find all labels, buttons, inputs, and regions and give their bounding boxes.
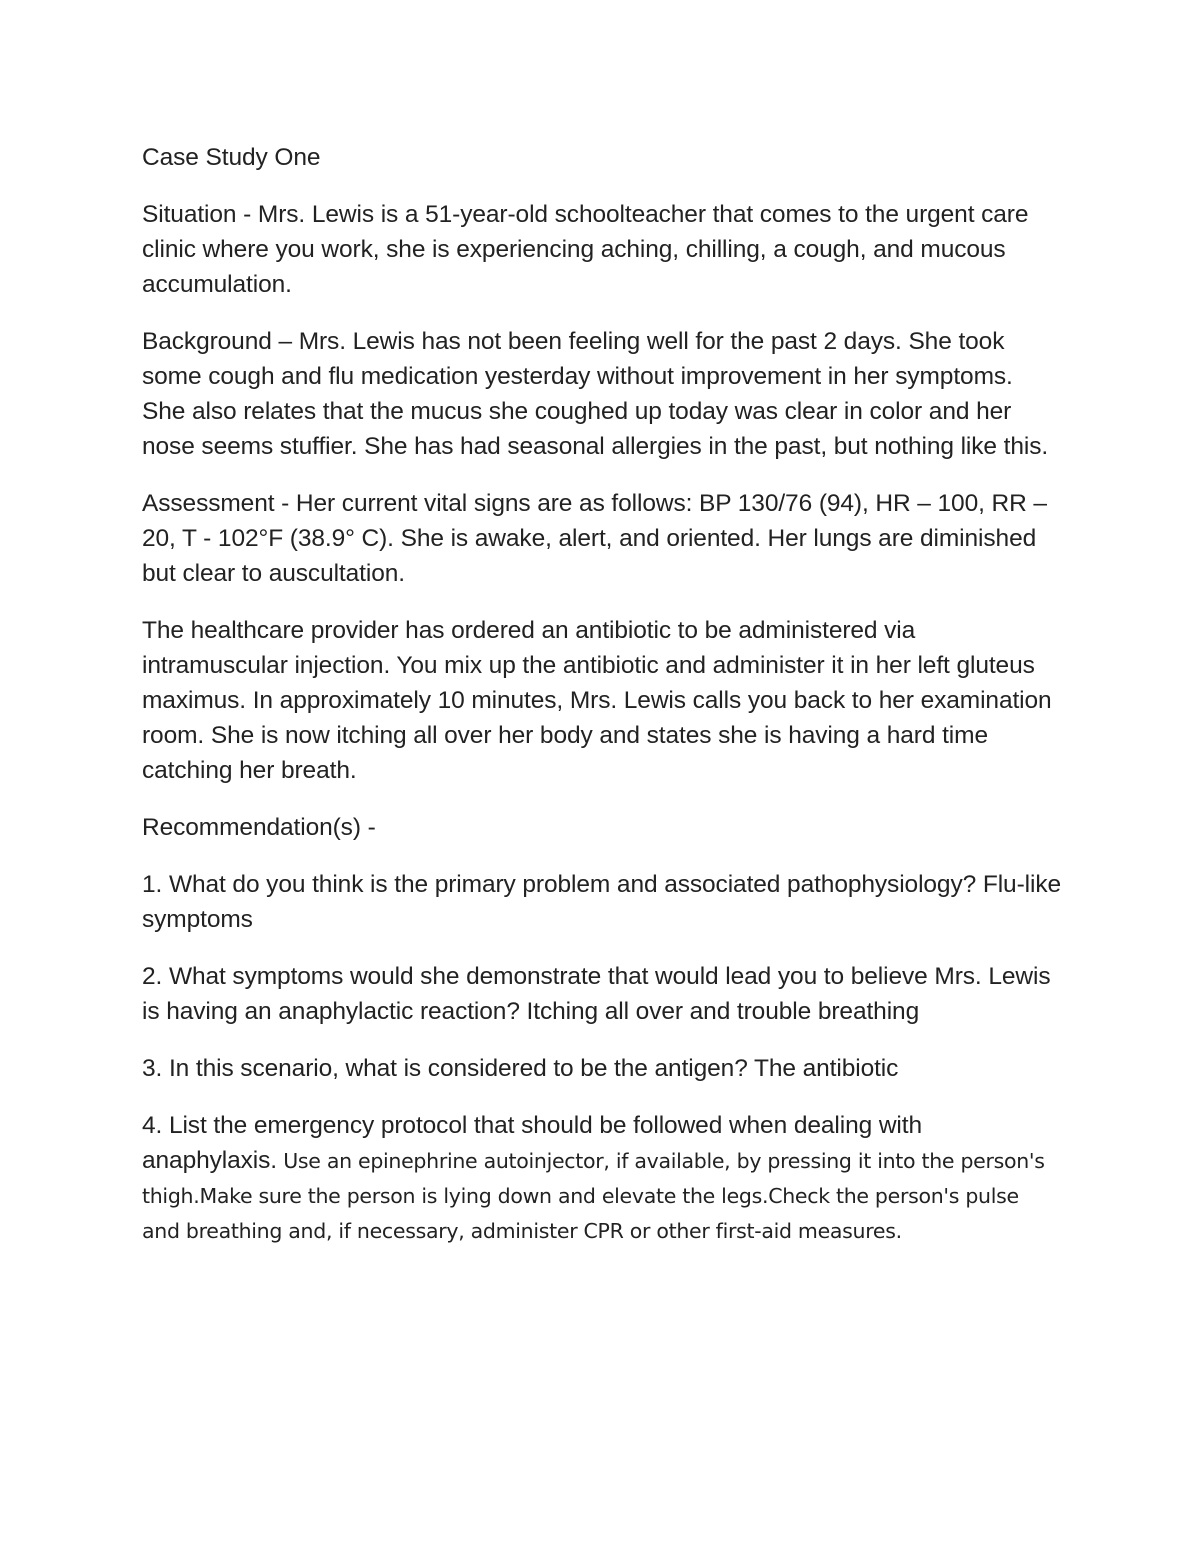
question-4-answer: Use an epinephrine autoinjector, if available, by pressing it into the person's thigh.Make sure the person is lying down and elevate the legs.Check the person's pulse and breathing and, if necessary, administer CPR or other first-aid measures. [142, 1149, 1045, 1243]
background-paragraph: Background – Mrs. Lewis has not been feeling well for the past 2 days. She took some cough and flu medication yesterday without improvement in her symptoms. She also relates that the mucus she coughed up today was clear in color and her nose seems stuffier. She has had seasonal allergies in the past, but nothing like this. [142, 328, 1049, 460]
situation-paragraph: Situation - Mrs. Lewis is a 51-year-old schoolteacher that comes to the urgent care clinic where you work, she is experiencing aching, chilling, a cough, and mucous accumulation. [142, 201, 1029, 298]
question-1: 1. What do you think is the primary problem and associated pathophysiology? Flu-like symptoms [142, 871, 1061, 933]
document-title: Case Study One [142, 144, 321, 171]
question-3: 3. In this scenario, what is considered to be the antigen? The antibiotic [142, 1055, 899, 1082]
recommendations-heading: Recommendation(s) - [142, 814, 376, 841]
question-4-text: 4. List the emergency protocol that should be followed when dealing with anaphylaxis. [142, 1112, 923, 1174]
narrative-paragraph: The healthcare provider has ordered an antibiotic to be administered via intramuscular injection. You mix up the antibiotic and administer it in her left gluteus maximus. In approximately 10 minutes, Mrs. Lewis calls you back to her examination room. She is now itching all over her body and states she is having a hard time catching her breath. [142, 617, 1052, 784]
document-body [142, 140, 1062, 1270]
question-4 [142, 1108, 1062, 1248]
question-2: 2. What symptoms would she demonstrate that would lead you to believe Mrs. Lewis is having an anaphylactic reaction? Itching all over and trouble breathing [142, 963, 1051, 1025]
assessment-paragraph: Assessment - Her current vital signs are as follows: BP 130/76 (94), HR – 100, RR – 20, T - 102°F (38.9° C). She is awake, alert, and oriented. Her lungs are diminished but clear to auscultation. [142, 490, 1047, 587]
